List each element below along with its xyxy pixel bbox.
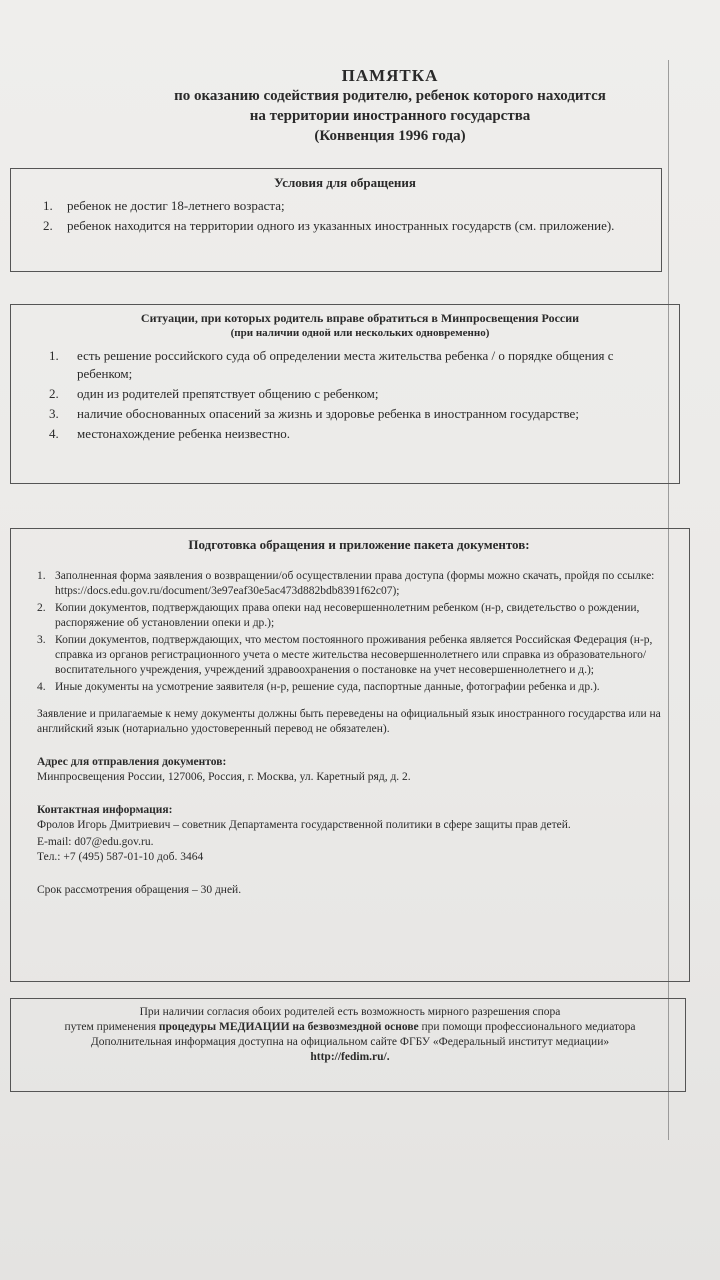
document-subtitle-line2: на территории иностранного государства <box>249 108 531 124</box>
contact-label: Контактная информация: <box>37 804 173 816</box>
mediation-line2: путем применения процедуры МЕДИАЦИИ на безвозмездной основе при помощи профессионального медиатора <box>64 1021 636 1033</box>
mediation-url[interactable]: http://fedim.ru/. <box>310 1051 390 1063</box>
preparation-box <box>10 528 690 982</box>
mediation-line1: При наличии согласия обоих родителей есть возможность мирного разрешения спора <box>139 1006 561 1018</box>
conditions-box <box>10 168 662 272</box>
contact-person: Фролов Игорь Дмитриевич – советник Департамента государственной политики в сфере защиты прав детей. <box>37 819 571 831</box>
situations-note: (при наличии одной или нескольких одновременно) <box>230 327 490 339</box>
review-term: Срок рассмотрения обращения – 30 дней. <box>37 884 242 896</box>
mediation-box <box>10 998 686 1092</box>
situations-item: 3. наличие обоснованных опасений за жизнь и здоровье ребенка в иностранном государстве; <box>49 406 579 421</box>
situations-heading: Ситуации, при которых родитель вправе обратиться в Минпросвещения России <box>140 311 580 325</box>
contact-email: E-mail: d07@edu.gov.ru. <box>37 836 154 848</box>
situations-item: 4. местонахождение ребенка неизвестно. <box>49 426 291 441</box>
contact-phone: Тел.: +7 (495) 587-01-10 доб. 3464 <box>37 851 204 863</box>
preparation-item: 1. Заполненная форма заявления о возвращении/об осуществлении права доступа (формы можно скачать, пройдя по ссылке: https://docs.edu.gov.ru/document/3e97eaf30e5ac473d882bdb8391f62c07); <box>37 570 655 597</box>
situations-list <box>49 347 671 443</box>
document-subtitle-line1: по оказанию содействия родителю, ребенок которого находится <box>174 88 606 104</box>
conditions-list <box>43 197 647 235</box>
preparation-item: 4. Иные документы на усмотрение заявителя (н-р, решение суда, паспортные данные, фотографии ребенка и др.). <box>37 681 600 693</box>
mediation-line3: Дополнительная информация доступна на официальном сайте ФГБУ «Федеральный институт медиации» <box>90 1036 610 1048</box>
preparation-item: 3. Копии документов, подтверждающих, что местом постоянного проживания ребенка является Российская Федерация (н-р, справка из органов регистрационного учета о месте жительства несовершеннолетнего или справка из образовательного/воспитательного учреждения, учреждений здравоохранения о постановке на учет несовершеннолетнего и д.); <box>37 634 653 676</box>
translation-note: Заявление и прилагаемые к нему документы должны быть переведены на официальный язык иностранного государства или на английский язык (нотариально удостоверенный перевод не обязателен). <box>37 708 661 735</box>
preparation-item: 2. Копии документов, подтверждающих права опеки над несовершеннолетним ребенком (н-р, свидетельство о рождении, распоряжение об установлении опеки и др.); <box>37 602 640 629</box>
document-title: ПАМЯТКА <box>341 66 439 85</box>
document-subtitle-line3: (Конвенция 1996 года) <box>314 128 466 144</box>
conditions-heading: Условия для обращения <box>274 175 416 190</box>
situations-item: 1. есть решение российского суда об определении места жительства ребенка / о порядке общения с ребенком; <box>49 348 614 381</box>
mediation-emphasis: процедуры МЕДИАЦИИ на безвозмездной основе <box>158 1021 419 1033</box>
preparation-list <box>37 569 681 695</box>
conditions-item: 1. ребенок не достиг 18-летнего возраста; <box>43 198 285 213</box>
document-header <box>60 66 720 146</box>
address-label: Адрес для отправления документов: <box>37 756 227 768</box>
situations-box <box>10 304 680 484</box>
preparation-heading: Подготовка обращения и приложение пакета документов: <box>188 537 530 552</box>
conditions-item: 2. ребенок находится на территории одного из указанных иностранных государств (см. приложение). <box>43 218 615 233</box>
address-text: Минпросвещения России, 127006, Россия, г. Москва, ул. Каретный ряд, д. 2. <box>37 771 411 783</box>
situations-item: 2. один из родителей препятствует общению с ребенком; <box>49 386 379 401</box>
